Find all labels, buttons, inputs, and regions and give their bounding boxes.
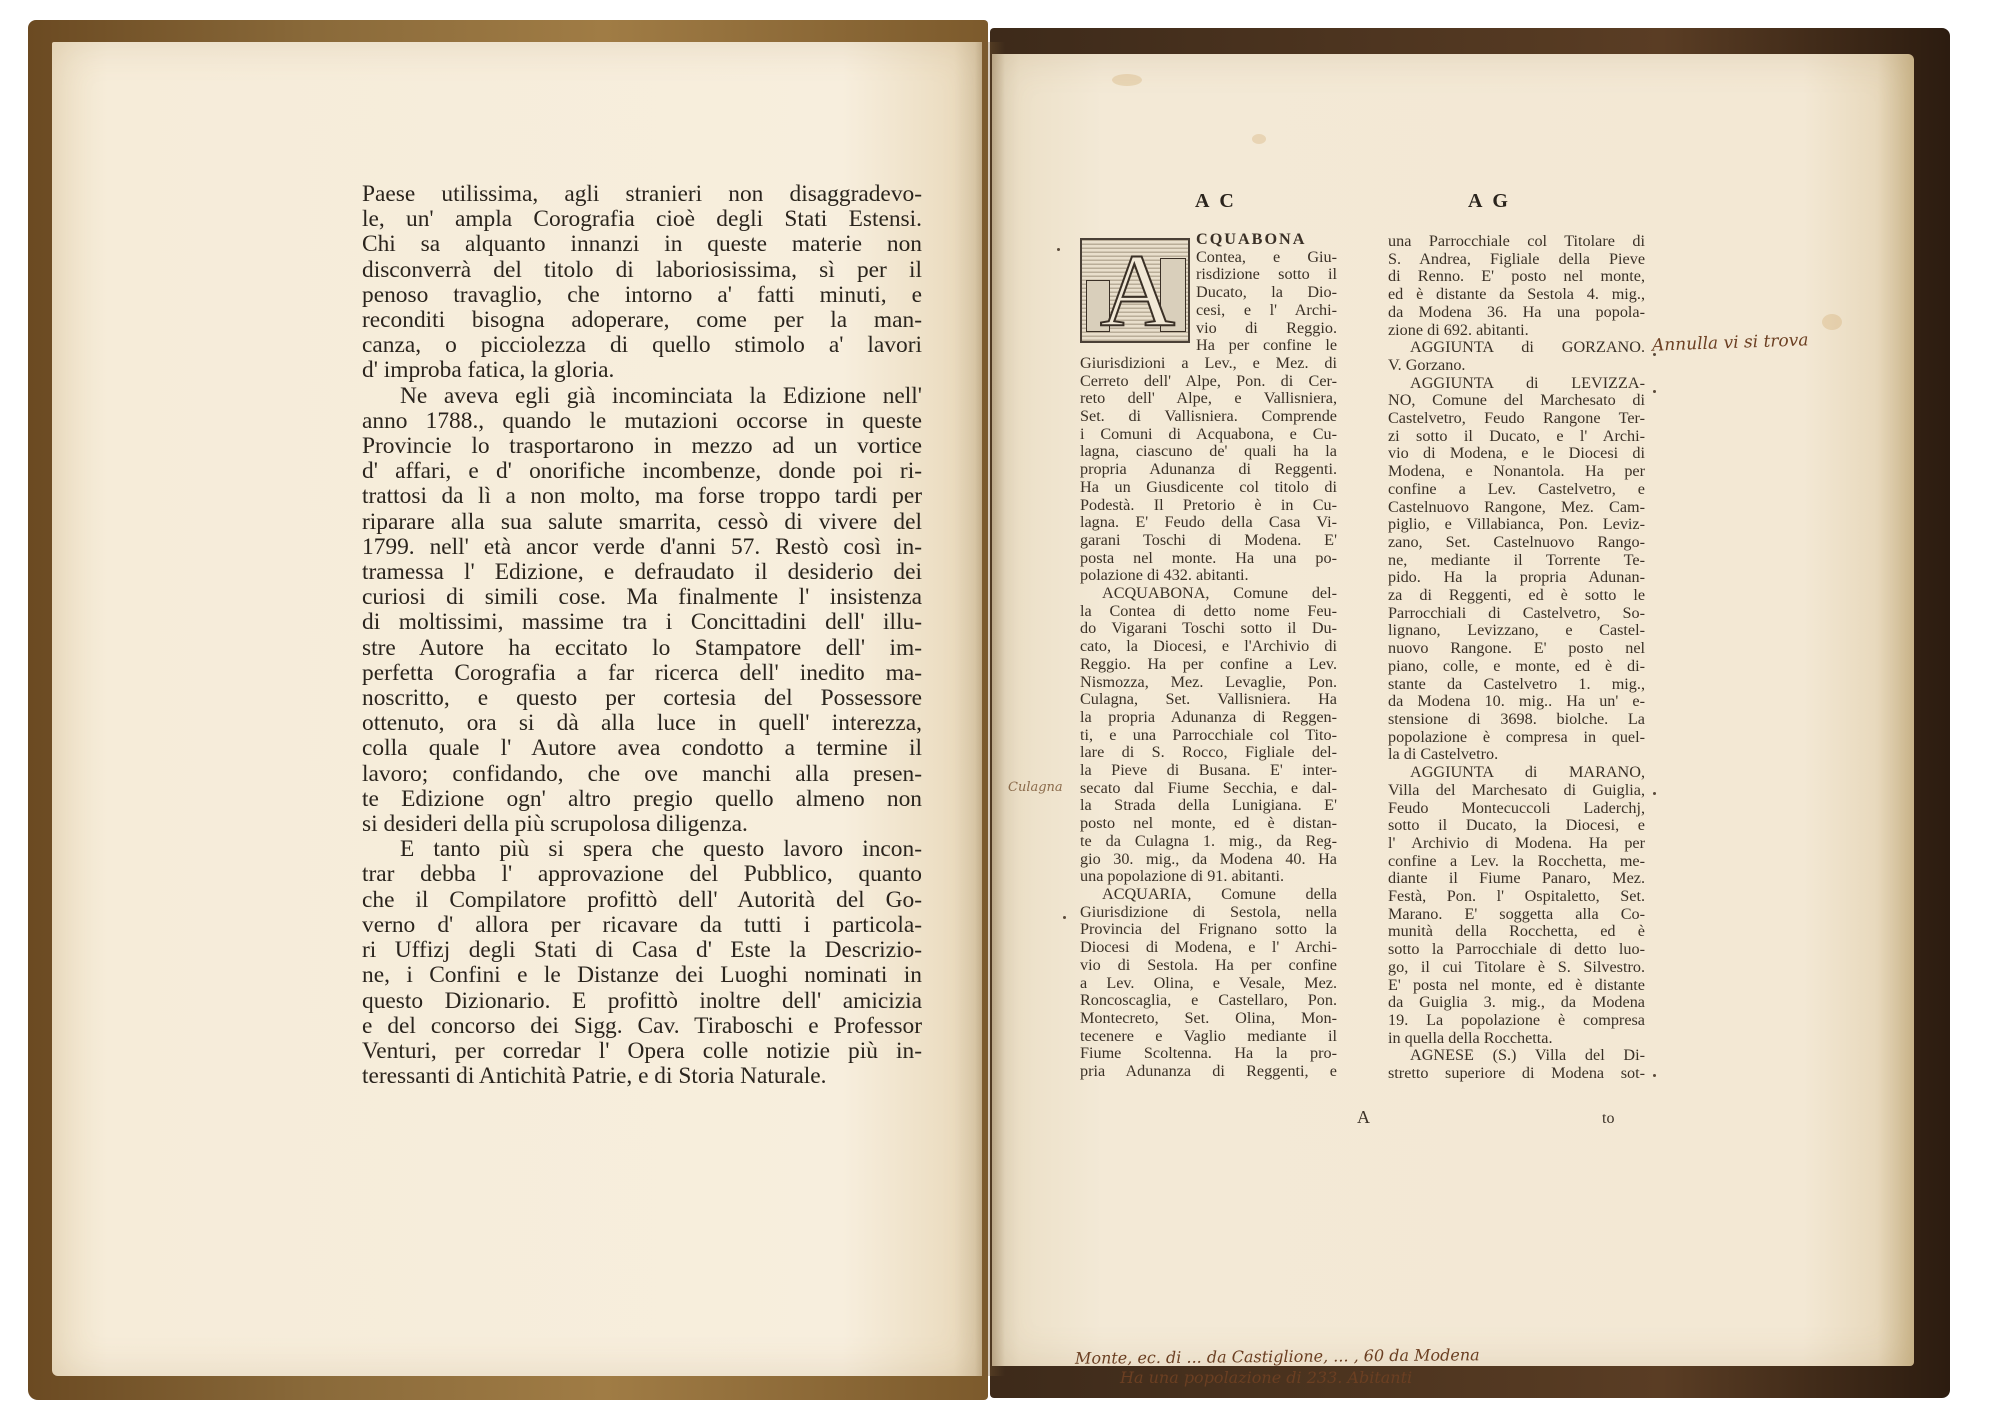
drop-cap-letter: A [1100, 238, 1176, 343]
text-line: polazione di 432. abitanti. [1080, 566, 1249, 585]
text-line: lavoro; confidando, che ove manchi alla presen- [362, 760, 922, 787]
text-line: di moltissimi, massime tra i Concittadini dell' illu- [362, 609, 922, 636]
text-line: tramessa l' Edizione, e defraudato il desiderio dei [362, 559, 922, 586]
text-line: confine a Lev. Castelvetro, e [1388, 479, 1645, 498]
text-line: propria Adunanza di Reggenti. [1080, 460, 1337, 479]
text-line: popolazione è compresa in quel- [1388, 727, 1645, 746]
text-line: piglio, e Villabianca, Pon. Leviz- [1388, 515, 1645, 534]
text-line: zione di 692. abitanti. [1388, 320, 1529, 339]
text-line: una popolazione di 91. abitanti. [1080, 867, 1285, 886]
signature-mark: A [1357, 1107, 1370, 1127]
text-line: riparare alla sua salute smarrita, cessò di vivere del [362, 508, 922, 535]
text-line: Provincie lo trasportarono in mezzo ad un vortice [362, 433, 922, 460]
margin-mark [1653, 390, 1656, 393]
text-line: V. Gorzano. [1388, 355, 1466, 374]
text-line: d' improba fatica, la gloria. [362, 357, 615, 384]
text-line: la propria Adunanza di Reggen- [1080, 707, 1337, 726]
text-line: anno 1788., quando le mutazioni occorse in queste [362, 407, 922, 434]
text-line: garani Toschi di Modena. E' [1080, 530, 1337, 549]
text-line: gio 30. mig., da Modena 40. Ha [1080, 849, 1337, 868]
text-line: ne, mediante il Torrente Te- [1388, 550, 1645, 569]
text-line: za di Reggenti, ed è sotto le [1388, 586, 1645, 605]
text-line: Venturi, per corredar l' Opera colle notizie più in- [362, 1037, 922, 1064]
text-line: lagna, ciascuno de' quali ha la [1080, 442, 1337, 461]
handwritten-margin-note: Annulla vi si trova [1651, 330, 1809, 356]
text-line: Marano. E' soggetta alla Co- [1388, 904, 1645, 923]
text-line: stensione di 3698. biolche. La [1388, 709, 1645, 728]
text-line: disconverrà del titolo di laboriosissima, sì per il [362, 256, 922, 283]
text-line: te Edizione ogn' altro pregio quello almeno non [362, 785, 922, 812]
text-line: Castelnuovo Rangone, Mez. Cam- [1388, 497, 1645, 516]
text-line: sotto la Parrocchiale di detto luo- [1388, 940, 1645, 959]
text-line: NO, Comune del Marchesato di [1388, 391, 1645, 410]
foxing-stain [1112, 74, 1142, 86]
margin-mark [1063, 916, 1066, 919]
text-line: ne, i Confini e le Distanze dei Luoghi nominati in [362, 962, 922, 989]
text-line: Paese utilissima, agli stranieri non disaggradevo- [362, 181, 922, 207]
text-line: i Comuni di Acquabona, e Cu- [1080, 424, 1337, 443]
text-line: piano, colle, e monte, ed è di- [1388, 656, 1645, 675]
text-line: 1799. nell' età ancor verde d'anni 57. Restò così in- [362, 533, 922, 560]
foxing-stain [1822, 314, 1842, 330]
text-line: noscritto, e questo per cortesia del Possessore [362, 685, 922, 712]
text-line: Nismozza, Mez. Levaglie, Pon. [1080, 672, 1337, 691]
margin-mark [1653, 1074, 1656, 1077]
text-line: la di Castelvetro. [1388, 745, 1499, 764]
text-line: reconditi bisogna adoperare, come per la man- [362, 307, 922, 334]
text-line: Feudo Montecuccoli Laderchj, [1388, 798, 1645, 817]
text-line: la Strada della Lunigiana. E' [1080, 796, 1337, 815]
text-line: cato, la Diocesi, e l'Archivio di [1080, 637, 1337, 656]
text-line: da Modena 10. mig.. Ha un' e- [1388, 692, 1645, 711]
text-line: reto dell' Alpe, e Vallisniera, [1080, 389, 1337, 408]
text-line: E' posta nel monte, ed è distante [1388, 975, 1645, 994]
text-line: zano, Set. Castelnuovo Rango- [1388, 532, 1645, 551]
text-line: sotto il Ducato, la Diocesi, e [1388, 816, 1645, 835]
handwritten-margin-note-culagna: Culagna [1008, 780, 1063, 795]
text-line: e del concorso dei Sigg. Cav. Tiraboschi e Professor [362, 1012, 922, 1039]
text-line: Fiume Scoltenna. Ha la pro- [1080, 1044, 1337, 1063]
text-line: Modena, e Nonantola. Ha per [1388, 462, 1645, 481]
text-line: Reggio. Ha per confine a Lev. [1080, 654, 1337, 673]
text-line: do Vigarani Toschi sotto il Du- [1080, 619, 1337, 638]
text-line: lagna. E' Feudo della Casa Vi- [1080, 513, 1337, 532]
text-line: Montecreto, Set. Olina, Mon- [1080, 1008, 1337, 1027]
text-line: Villa del Marchesato di Guiglia, [1388, 780, 1645, 799]
text-line: S. Andrea, Figliale della Pieve [1388, 249, 1645, 268]
catchword: to [1602, 1110, 1615, 1127]
text-line: Cerreto dell' Alpe, Pon. di Cer- [1080, 371, 1337, 390]
foxing-stain [1252, 134, 1266, 144]
text-line: colla quale l' Autore avea condotto a termine il [362, 735, 922, 762]
text-line: te da Culagna 1. mig., da Reg- [1080, 831, 1337, 850]
text-line: teressanti di Antichità Patrie, e di Storia Naturale. [362, 1063, 827, 1090]
text-line: Roncoscaglia, e Castellaro, Pon. [1080, 991, 1337, 1010]
book-gutter [975, 42, 1005, 1376]
running-head-right: A G [1468, 190, 1511, 212]
text-line: la Contea di detto nome Feu- [1080, 601, 1337, 620]
text-line: Ne aveva egli già incominciata la Edizione nell' [400, 382, 922, 409]
text-line: stante da Castelvetro 1. mig., [1388, 674, 1645, 693]
text-line: ti, e una Parrocchiale col Tito- [1080, 725, 1337, 744]
text-line: vio di Modena, e le Diocesi di [1388, 444, 1645, 463]
entry-headword-line: AGGIUNTA di MARANO, [1410, 763, 1645, 782]
text-line: perfetta Corografia a far ricerca dell' inedito ma- [362, 659, 922, 686]
text-line: che il Compilatore profittò dell' Autorità del Go- [362, 886, 922, 913]
text-line: Ducato, la Dio- [1196, 283, 1337, 302]
text-line: d' affari, e d' onorifiche incombenze, donde poi ri- [362, 458, 922, 485]
text-line: Giurisdizione di Sestola, nella [1080, 902, 1337, 921]
entry-headword-line: AGGIUNTA di LEVIZZA- [1410, 373, 1645, 392]
text-line: Diocesi di Modena, e l' Archi- [1080, 938, 1337, 957]
text-line: stre Autore ha eccitato lo Stampatore dell' im- [362, 634, 922, 661]
text-line: zi sotto il Ducato, e l' Archi- [1388, 426, 1645, 445]
text-line: nuovo Rangone. E' posto nel [1388, 639, 1645, 658]
text-line: cesi, e l' Archi- [1196, 300, 1337, 319]
left-page-text [362, 182, 922, 1089]
text-line: pria Adunanza di Reggenti, e [1080, 1062, 1337, 1081]
right-page-column-right [1388, 233, 1645, 1083]
text-line: la Pieve di Busana. E' inter- [1080, 761, 1337, 780]
text-line: vio di Sestola. Ha per confine [1080, 955, 1337, 974]
text-line: da Modena 36. Ha una popola- [1388, 302, 1645, 321]
text-line: verno d' allora per ricavare da tutti i particola- [362, 911, 922, 938]
text-line: ed è distante da Sestola 4. mig., [1388, 285, 1645, 304]
text-line: Podestà. Il Pretorio è in Cu- [1080, 495, 1337, 514]
text-line: munità della Rocchetta, ed è [1388, 922, 1645, 941]
text-line: Contea, e Giu- [1196, 247, 1337, 266]
text-line: Set. di Vallisniera. Comprende [1080, 407, 1337, 425]
margin-mark [1653, 792, 1656, 795]
text-line: canza, o picciolezza di quello stimolo a' lavori [362, 332, 922, 359]
text-line: Festà, Pon. l' Ospitaletto, Set. [1388, 887, 1645, 906]
text-line: tecenere e Vaglio mediante il [1080, 1026, 1337, 1045]
text-line: lare di S. Rocco, Figliale del- [1080, 743, 1337, 762]
text-line: ri Uffizj degli Stati di Casa d' Este la Descrizio- [362, 937, 922, 964]
text-line: penoso travaglio, che intorno a' fatti minuti, e [362, 281, 922, 308]
entry-headword-line: ACQUABONA, Comune del- [1102, 584, 1337, 603]
text-line: vio di Reggio. [1196, 318, 1337, 337]
text-line: risdizione sotto il [1196, 265, 1337, 284]
text-line: questo Dizionario. E profittò inoltre dell' amicizia [362, 987, 922, 1014]
text-line: Culagna, Set. Vallisniera. Ha [1080, 690, 1337, 709]
text-line: Provincia del Frignano sotto la [1080, 920, 1337, 939]
text-line: trattosi da lì a non molto, ma forse troppo tardi per [362, 483, 922, 510]
entry-headword-line: AGGIUNTA di GORZANO. [1410, 338, 1645, 357]
text-line: si desideri della più scrupolosa diligenza. [362, 811, 748, 838]
text-line: Ha per confine le [1196, 336, 1337, 355]
text-line: confine a Lev. la Rocchetta, me- [1388, 851, 1645, 870]
handwritten-bottom-note-line-1: Monte, ec. di ... da Castiglione, ... , 60 da Modena [1074, 1345, 1480, 1368]
text-line: di Renno. E' posto nel monte, [1388, 267, 1645, 286]
text-line: Giurisdizioni a Lev., e Mez. di [1080, 353, 1337, 372]
text-line: trar debba l' approvazione del Pubblico, quanto [362, 861, 922, 888]
running-head-left: A C [1195, 190, 1237, 212]
text-line: lignano, Levizzano, e Castel- [1388, 621, 1645, 640]
text-line: pido. Ha la propria Adunan- [1388, 568, 1645, 587]
text-line: curiosi di simili cose. Ma finalmente l' insistenza [362, 584, 922, 611]
text-line: Castelvetro, Feudo Rangone Ter- [1388, 409, 1645, 428]
text-line: go, il cui Titolare è S. Silvestro. [1388, 957, 1645, 976]
text-line: diante il Fiume Panaro, Mez. [1388, 869, 1645, 888]
text-line: secato dal Fiume Secchia, e dal- [1080, 778, 1337, 797]
text-line: 19. La popolazione è compresa [1388, 1010, 1645, 1029]
text-line: E tanto più si spera che questo lavoro incon- [400, 836, 922, 863]
text-line: Ha un Giusdicente col titolo di [1080, 477, 1337, 496]
text-line: stretto superiore di Modena sot- [1388, 1064, 1645, 1083]
text-line: ottenuto, ora si dà alla luce in quell' interezza, [362, 710, 922, 737]
text-line: in quella della Rocchetta. [1388, 1028, 1553, 1047]
handwritten-bottom-note-line-2: Ha una popolazione di 233. Abitanti [1120, 1368, 1413, 1387]
right-page-column-left [1080, 231, 1337, 1081]
text-line: l' Archivio di Modena. Ha per [1388, 833, 1645, 852]
text-line: da Guiglia 3. mig., da Modena [1388, 993, 1645, 1012]
text-line: le, un' ampla Corografia cioè degli Stati Estensi. [362, 206, 922, 233]
entry-headword-line: ACQUARIA, Comune della [1102, 884, 1337, 903]
text-line: posto nel monte, ed è distan- [1080, 814, 1337, 833]
text-line: a Lev. Olina, e Vesale, Mez. [1080, 973, 1337, 992]
text-line: una Parrocchiale col Titolare di [1388, 232, 1645, 250]
entry-headword-line: AGNESE (S.) Villa del Di- [1410, 1046, 1645, 1065]
entry-headword: CQUABONA [1196, 230, 1307, 248]
text-line: Chi sa alquanto innanzi in queste materie non [362, 231, 922, 258]
text-line: Parrocchiali di Castelvetro, So- [1388, 603, 1645, 622]
text-line: posta nel monte. Ha una po- [1080, 548, 1337, 567]
margin-mark [1057, 248, 1060, 251]
